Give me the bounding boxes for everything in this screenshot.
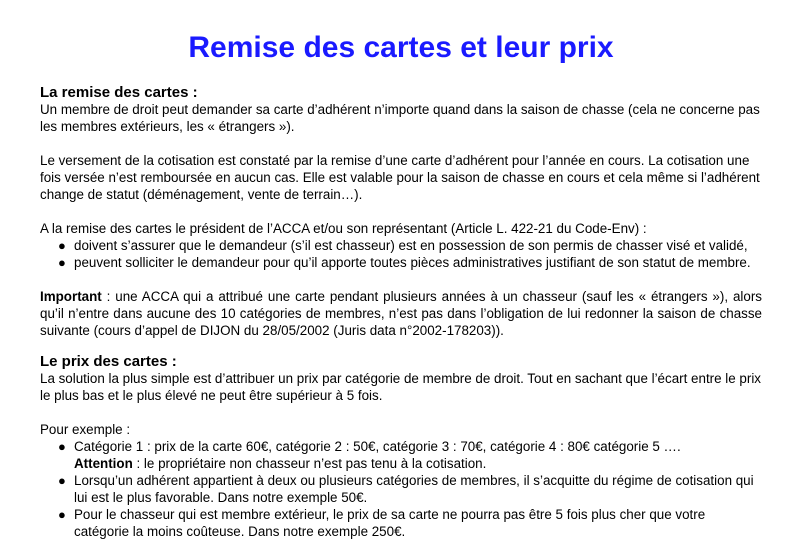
paragraph-important [40, 288, 762, 339]
list-item-text: doivent s’assurer que le demandeur (s’il est chasseur) est en possession de son permis de chasser visé et validé, [74, 238, 748, 253]
section-heading-prix: Le prix des cartes : [40, 353, 177, 370]
list-item [58, 472, 762, 506]
bullet-icon: ● [58, 238, 66, 253]
bullet-icon: ● [58, 439, 66, 454]
bullet-list-prix [40, 438, 762, 540]
list-item [58, 438, 762, 472]
bullet-icon: ● [58, 255, 66, 270]
section-heading-remise: La remise des cartes : [40, 84, 198, 101]
page-title: Remise des cartes et leur prix [188, 31, 614, 64]
list-item-text: Catégorie 1 : prix de la carte 60€, catégorie 2 : 50€, catégorie 3 : 70€, catégorie 4 : 80€ catégorie 5 …. [74, 439, 681, 454]
paragraph-remise-2: Le versement de la cotisation est constaté par la remise d’une carte d’adhérent pour l’année en cours. La cotisation une fois versée n’est remboursée en aucun cas. Elle est valable pour la saison de chasse en cours et cela même si l’adhérent change de statut (déménagement, vente de terrain…). [40, 153, 760, 202]
bullet-icon: ● [58, 473, 66, 488]
important-text: : une ACCA qui a attribué une carte pendant plusieurs années à un chasseur (sauf les « étrangers »), alors qu’il n’entre dans aucune des 10 catégories de membres, n’est pas dans l’obligation de lui redonner la saison de chasse suivante (cours d’appel de DIJON du 28/05/2002 (Juris data n°2002-178203)). [40, 289, 762, 338]
spacer [40, 271, 762, 288]
paragraph-remise-3: A la remise des cartes le président de l’ACCA et/ou son représentant (Article L. 422-21 du Code-Env) : [40, 221, 647, 236]
list-item [58, 237, 762, 254]
paragraph-remise-1: Un membre de droit peut demander sa carte d’adhérent n’importe quand dans la saison de chasse (cela ne concerne pas les membres extérieurs, les « étrangers »). [40, 102, 760, 134]
list-item-text: peuvent solliciter le demandeur pour qu’il apporte toutes pièces administratives justifiant de son statut de membre. [74, 255, 751, 270]
attention-label: Attention [74, 456, 133, 471]
important-label: Important [40, 289, 102, 304]
spacer [40, 404, 762, 421]
paragraph-prix-2: Pour exemple : [40, 422, 131, 437]
list-item-text: Pour le chasseur qui est membre extérieur, le prix de sa carte ne pourra pas être 5 fois plus cher que votre catégorie la moins coûteuse. Dans notre exemple 250€. [74, 507, 706, 539]
list-item [58, 506, 762, 540]
bullet-list-remise [40, 237, 762, 271]
attention-text: : le propriétaire non chasseur n’est pas tenu à la cotisation. [132, 456, 487, 471]
spacer [40, 135, 762, 152]
list-item-text: Lorsqu’un adhérent appartient à deux ou plusieurs catégories de membres, il s’acquitte du régime de cotisation qui lui est le plus favorable. Dans notre exemple 50€. [74, 473, 754, 505]
bullet-icon: ● [58, 507, 66, 522]
list-item [58, 254, 762, 271]
spacer [40, 203, 762, 220]
paragraph-prix-1: La solution la plus simple est d’attribuer un prix par catégorie de membre de droit. Tout en sachant que l’écart entre le prix le plus bas et le plus élevé ne peut être supérieur à 5 fois. [40, 371, 762, 403]
